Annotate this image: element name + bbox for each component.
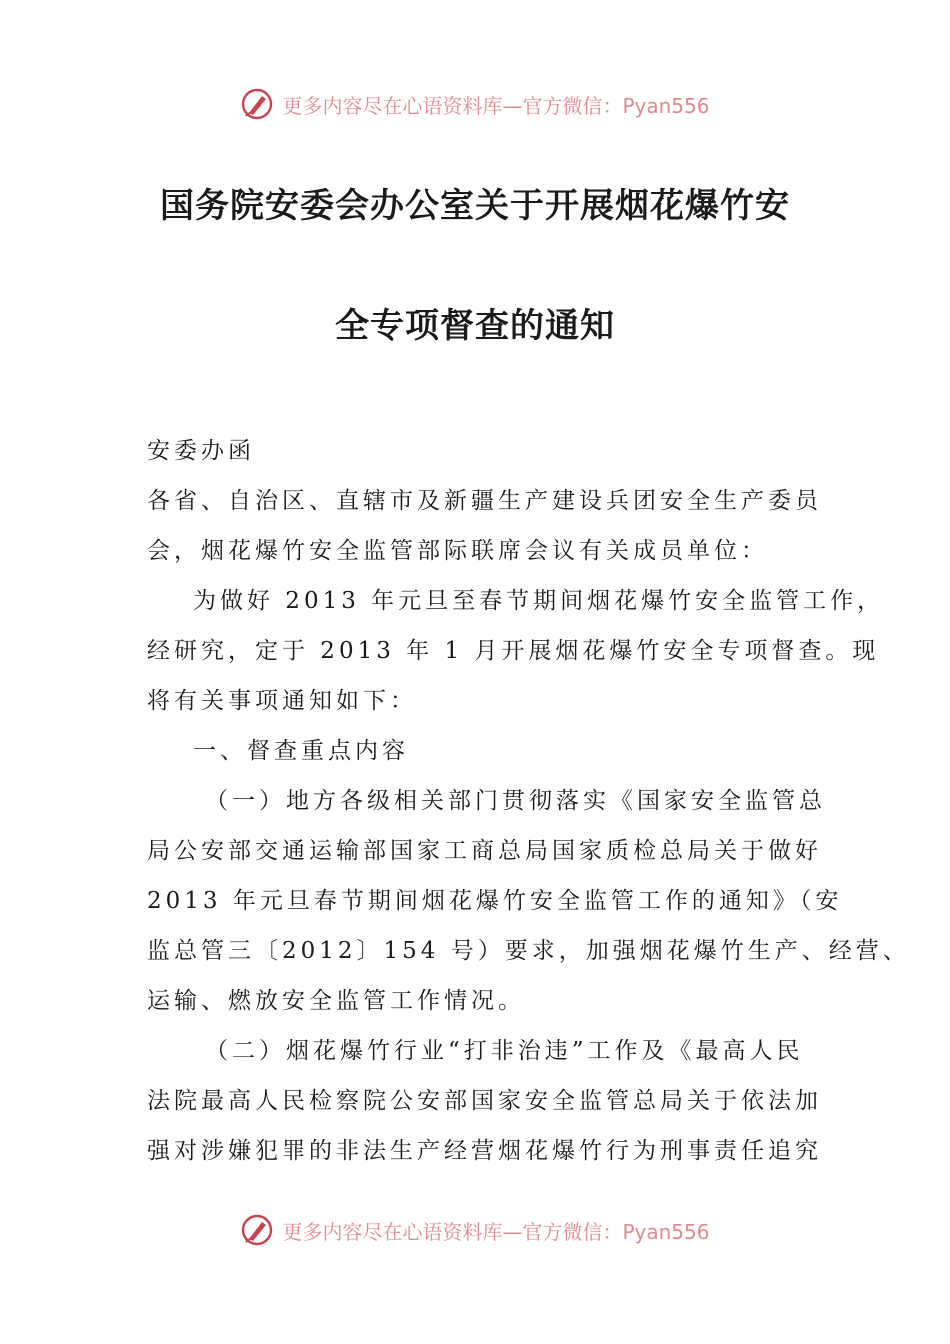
paragraph-line: （一）地方各级相关部门贯彻落实《国家安全监管总 xyxy=(205,788,826,814)
watermark-footer xyxy=(0,1210,950,1250)
document-body xyxy=(147,426,910,1176)
pen-logo-icon xyxy=(240,1213,274,1247)
paragraph-line: 经研究，定于 2013 年 1 月开展烟花爆竹安全专项督查。现 xyxy=(147,638,880,664)
watermark-text: 更多内容尽在心语资料库—官方微信：Pyan556 xyxy=(282,1219,710,1244)
watermark-header xyxy=(0,84,950,124)
paragraph-line: 将有关事项通知如下： xyxy=(147,688,417,714)
paragraph-line: 法院最高人民检察院公安部国家安全监管总局关于依法加 xyxy=(147,1088,822,1114)
doc-number: 安委办函 xyxy=(147,438,255,464)
paragraph-line: 监总管三〔2012〕154 号）要求，加强烟花爆竹生产、经营、 xyxy=(147,938,910,964)
section-heading: 一、督查重点内容 xyxy=(193,738,409,764)
paragraph-line: 强对涉嫌犯罪的非法生产经营烟花爆竹行为刑事责任追究 xyxy=(147,1138,822,1164)
document-title-line-2: 全专项督查的通知 xyxy=(335,306,615,346)
watermark-text: 更多内容尽在心语资料库—官方微信：Pyan556 xyxy=(282,93,710,118)
paragraph-line: 局公安部交通运输部国家工商总局国家质检总局关于做好 xyxy=(147,838,822,864)
paragraph-line: 为做好 2013 年元旦至春节期间烟花爆竹安全监管工作， xyxy=(193,588,885,614)
addressee-line: 各省、自治区、直辖市及新疆生产建设兵团安全生产委员 xyxy=(147,488,822,514)
paragraph-line: 运输、燃放安全监管工作情况。 xyxy=(147,988,525,1014)
pen-logo-icon xyxy=(240,87,274,121)
document-title-line-1: 国务院安委会办公室关于开展烟花爆竹安 xyxy=(160,186,790,226)
paragraph-line: （二）烟花爆竹行业“打非治违”工作及《最高人民 xyxy=(205,1038,804,1064)
paragraph-line: 2013 年元旦春节期间烟花爆竹安全监管工作的通知》（安 xyxy=(147,888,843,914)
addressee-line: 会，烟花爆竹安全监管部际联席会议有关成员单位： xyxy=(147,538,768,564)
